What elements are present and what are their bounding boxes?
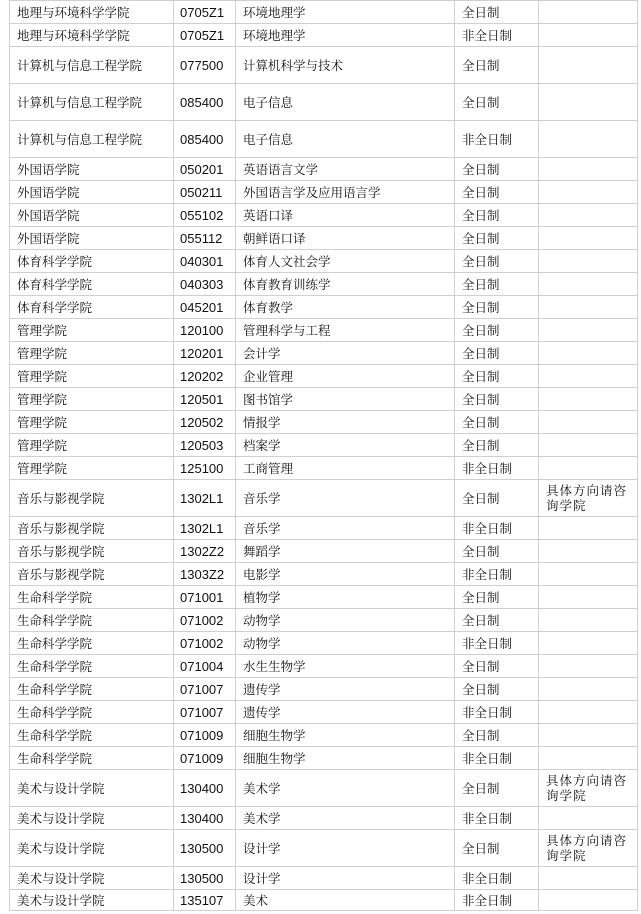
note-cell [539, 867, 638, 890]
note-cell [539, 609, 638, 632]
note-cell [539, 250, 638, 273]
note-cell [539, 24, 638, 47]
college-cell: 生命科学学院 [10, 632, 174, 655]
note-cell [539, 701, 638, 724]
major-cell: 音乐学 [236, 480, 455, 517]
major-cell: 计算机科学与技术 [236, 47, 455, 84]
code-cell: 1302Z2 [174, 540, 236, 563]
study-mode-cell: 全日制 [455, 678, 539, 701]
major-cell: 体育教育训练学 [236, 273, 455, 296]
code-cell: 125100 [174, 457, 236, 480]
major-cell: 美术学 [236, 770, 455, 807]
major-cell: 美术学 [236, 807, 455, 830]
major-cell: 动物学 [236, 609, 455, 632]
major-cell: 英语语言文学 [236, 158, 455, 181]
college-cell: 管理学院 [10, 342, 174, 365]
note-cell [539, 411, 638, 434]
table-row [10, 158, 638, 181]
study-mode-cell: 全日制 [455, 434, 539, 457]
code-cell: 085400 [174, 84, 236, 121]
table-row [10, 563, 638, 586]
code-cell: 055112 [174, 227, 236, 250]
study-mode-cell: 全日制 [455, 342, 539, 365]
code-cell: 120202 [174, 365, 236, 388]
major-cell: 工商管理 [236, 457, 455, 480]
code-cell: 0705Z1 [174, 1, 236, 24]
major-cell: 环境地理学 [236, 24, 455, 47]
major-cell: 会计学 [236, 342, 455, 365]
code-cell: 071009 [174, 724, 236, 747]
study-mode-cell: 全日制 [455, 273, 539, 296]
note-cell: 具体方向请咨询学院 [539, 770, 638, 807]
college-cell: 美术与设计学院 [10, 770, 174, 807]
college-cell: 音乐与影视学院 [10, 540, 174, 563]
college-cell: 音乐与影视学院 [10, 517, 174, 540]
major-cell: 舞蹈学 [236, 540, 455, 563]
code-cell: 0705Z1 [174, 24, 236, 47]
note-cell [539, 319, 638, 342]
document-page [9, 0, 637, 911]
code-cell: 1303Z2 [174, 563, 236, 586]
code-cell: 071002 [174, 609, 236, 632]
major-cell: 音乐学 [236, 517, 455, 540]
study-mode-cell: 非全日制 [455, 890, 539, 911]
college-cell: 美术与设计学院 [10, 807, 174, 830]
major-cell: 电子信息 [236, 84, 455, 121]
table-row [10, 540, 638, 563]
college-cell: 管理学院 [10, 365, 174, 388]
study-mode-cell: 非全日制 [455, 807, 539, 830]
study-mode-cell: 全日制 [455, 250, 539, 273]
note-cell [539, 457, 638, 480]
note-cell [539, 563, 638, 586]
table-row [10, 724, 638, 747]
note-cell [539, 1, 638, 24]
code-cell: 077500 [174, 47, 236, 84]
major-cell: 电影学 [236, 563, 455, 586]
program-table-body [10, 1, 638, 911]
table-row [10, 181, 638, 204]
note-cell [539, 121, 638, 158]
study-mode-cell: 全日制 [455, 388, 539, 411]
study-mode-cell: 非全日制 [455, 121, 539, 158]
study-mode-cell: 非全日制 [455, 457, 539, 480]
code-cell: 120503 [174, 434, 236, 457]
note-cell [539, 434, 638, 457]
note-cell [539, 747, 638, 770]
college-cell: 美术与设计学院 [10, 867, 174, 890]
table-row [10, 747, 638, 770]
table-row [10, 365, 638, 388]
code-cell: 071001 [174, 586, 236, 609]
code-cell: 050201 [174, 158, 236, 181]
college-cell: 体育科学学院 [10, 273, 174, 296]
note-cell [539, 890, 638, 911]
table-row [10, 342, 638, 365]
college-cell: 管理学院 [10, 434, 174, 457]
table-row [10, 770, 638, 807]
study-mode-cell: 全日制 [455, 158, 539, 181]
study-mode-cell: 非全日制 [455, 632, 539, 655]
college-cell: 管理学院 [10, 319, 174, 342]
note-cell [539, 47, 638, 84]
code-cell: 120501 [174, 388, 236, 411]
code-cell: 120502 [174, 411, 236, 434]
major-cell: 企业管理 [236, 365, 455, 388]
study-mode-cell: 全日制 [455, 586, 539, 609]
code-cell: 040303 [174, 273, 236, 296]
table-row [10, 296, 638, 319]
code-cell: 120201 [174, 342, 236, 365]
note-cell [539, 181, 638, 204]
major-cell: 管理科学与工程 [236, 319, 455, 342]
study-mode-cell: 全日制 [455, 365, 539, 388]
note-cell [539, 586, 638, 609]
note-cell [539, 84, 638, 121]
code-cell: 130400 [174, 770, 236, 807]
table-row [10, 411, 638, 434]
note-cell [539, 655, 638, 678]
note-cell [539, 296, 638, 319]
note-cell [539, 204, 638, 227]
college-cell: 外国语学院 [10, 227, 174, 250]
study-mode-cell: 全日制 [455, 84, 539, 121]
table-row [10, 319, 638, 342]
study-mode-cell: 全日制 [455, 609, 539, 632]
major-cell: 设计学 [236, 830, 455, 867]
note-cell [539, 632, 638, 655]
major-cell: 外国语言学及应用语言学 [236, 181, 455, 204]
college-cell: 地理与环境科学学院 [10, 1, 174, 24]
college-cell: 管理学院 [10, 457, 174, 480]
college-cell: 外国语学院 [10, 181, 174, 204]
college-cell: 管理学院 [10, 411, 174, 434]
college-cell: 计算机与信息工程学院 [10, 84, 174, 121]
note-cell [539, 273, 638, 296]
study-mode-cell: 全日制 [455, 480, 539, 517]
major-cell: 遗传学 [236, 678, 455, 701]
note-cell [539, 227, 638, 250]
major-cell: 体育教学 [236, 296, 455, 319]
study-mode-cell: 全日制 [455, 770, 539, 807]
college-cell: 生命科学学院 [10, 609, 174, 632]
table-row [10, 701, 638, 724]
code-cell: 071004 [174, 655, 236, 678]
study-mode-cell: 非全日制 [455, 563, 539, 586]
major-cell: 细胞生物学 [236, 747, 455, 770]
table-row [10, 890, 638, 911]
college-cell: 计算机与信息工程学院 [10, 47, 174, 84]
note-cell: 具体方向请咨询学院 [539, 830, 638, 867]
code-cell: 071007 [174, 678, 236, 701]
study-mode-cell: 全日制 [455, 47, 539, 84]
table-row [10, 586, 638, 609]
code-cell: 055102 [174, 204, 236, 227]
table-row [10, 273, 638, 296]
table-row [10, 609, 638, 632]
college-cell: 生命科学学院 [10, 655, 174, 678]
study-mode-cell: 非全日制 [455, 517, 539, 540]
study-mode-cell: 非全日制 [455, 24, 539, 47]
table-row [10, 807, 638, 830]
college-cell: 生命科学学院 [10, 701, 174, 724]
code-cell: 120100 [174, 319, 236, 342]
college-cell: 生命科学学院 [10, 724, 174, 747]
college-cell: 音乐与影视学院 [10, 480, 174, 517]
table-row [10, 388, 638, 411]
study-mode-cell: 全日制 [455, 227, 539, 250]
college-cell: 管理学院 [10, 388, 174, 411]
major-cell: 档案学 [236, 434, 455, 457]
table-row [10, 1, 638, 24]
major-cell: 细胞生物学 [236, 724, 455, 747]
college-cell: 美术与设计学院 [10, 890, 174, 911]
study-mode-cell: 全日制 [455, 319, 539, 342]
code-cell: 071002 [174, 632, 236, 655]
table-row [10, 204, 638, 227]
table-row [10, 24, 638, 47]
code-cell: 1302L1 [174, 517, 236, 540]
code-cell: 071007 [174, 701, 236, 724]
college-cell: 生命科学学院 [10, 747, 174, 770]
note-cell [539, 724, 638, 747]
table-row [10, 480, 638, 517]
code-cell: 045201 [174, 296, 236, 319]
study-mode-cell: 非全日制 [455, 747, 539, 770]
major-cell: 环境地理学 [236, 1, 455, 24]
table-row [10, 867, 638, 890]
study-mode-cell: 非全日制 [455, 701, 539, 724]
note-cell [539, 540, 638, 563]
note-cell [539, 388, 638, 411]
major-cell: 遗传学 [236, 701, 455, 724]
code-cell: 130500 [174, 830, 236, 867]
college-cell: 外国语学院 [10, 158, 174, 181]
study-mode-cell: 全日制 [455, 1, 539, 24]
table-row [10, 47, 638, 84]
college-cell: 生命科学学院 [10, 678, 174, 701]
code-cell: 085400 [174, 121, 236, 158]
table-row [10, 517, 638, 540]
college-cell: 计算机与信息工程学院 [10, 121, 174, 158]
major-cell: 英语口译 [236, 204, 455, 227]
college-cell: 体育科学学院 [10, 296, 174, 319]
major-cell: 动物学 [236, 632, 455, 655]
note-cell [539, 158, 638, 181]
table-row [10, 250, 638, 273]
major-cell: 水生生物学 [236, 655, 455, 678]
major-cell: 美术 [236, 890, 455, 911]
study-mode-cell: 全日制 [455, 181, 539, 204]
study-mode-cell: 全日制 [455, 724, 539, 747]
major-cell: 图书馆学 [236, 388, 455, 411]
college-cell: 音乐与影视学院 [10, 563, 174, 586]
table-row [10, 632, 638, 655]
table-row [10, 434, 638, 457]
note-cell [539, 517, 638, 540]
table-row [10, 678, 638, 701]
study-mode-cell: 全日制 [455, 655, 539, 678]
major-cell: 电子信息 [236, 121, 455, 158]
table-row [10, 121, 638, 158]
major-cell: 设计学 [236, 867, 455, 890]
college-cell: 美术与设计学院 [10, 830, 174, 867]
code-cell: 050211 [174, 181, 236, 204]
college-cell: 体育科学学院 [10, 250, 174, 273]
table-row [10, 84, 638, 121]
table-row [10, 830, 638, 867]
code-cell: 1302L1 [174, 480, 236, 517]
table-row [10, 457, 638, 480]
major-cell: 体育人文社会学 [236, 250, 455, 273]
college-cell: 生命科学学院 [10, 586, 174, 609]
note-cell [539, 678, 638, 701]
code-cell: 071009 [174, 747, 236, 770]
note-cell [539, 342, 638, 365]
study-mode-cell: 全日制 [455, 411, 539, 434]
college-cell: 外国语学院 [10, 204, 174, 227]
major-cell: 植物学 [236, 586, 455, 609]
note-cell [539, 365, 638, 388]
study-mode-cell: 非全日制 [455, 867, 539, 890]
code-cell: 130500 [174, 867, 236, 890]
study-mode-cell: 全日制 [455, 540, 539, 563]
code-cell: 130400 [174, 807, 236, 830]
table-row [10, 655, 638, 678]
code-cell: 040301 [174, 250, 236, 273]
program-table [9, 0, 638, 911]
major-cell: 朝鲜语口译 [236, 227, 455, 250]
study-mode-cell: 全日制 [455, 204, 539, 227]
table-row [10, 227, 638, 250]
study-mode-cell: 全日制 [455, 830, 539, 867]
college-cell: 地理与环境科学学院 [10, 24, 174, 47]
code-cell: 135107 [174, 890, 236, 911]
study-mode-cell: 全日制 [455, 296, 539, 319]
major-cell: 情报学 [236, 411, 455, 434]
note-cell: 具体方向请咨询学院 [539, 480, 638, 517]
note-cell [539, 807, 638, 830]
